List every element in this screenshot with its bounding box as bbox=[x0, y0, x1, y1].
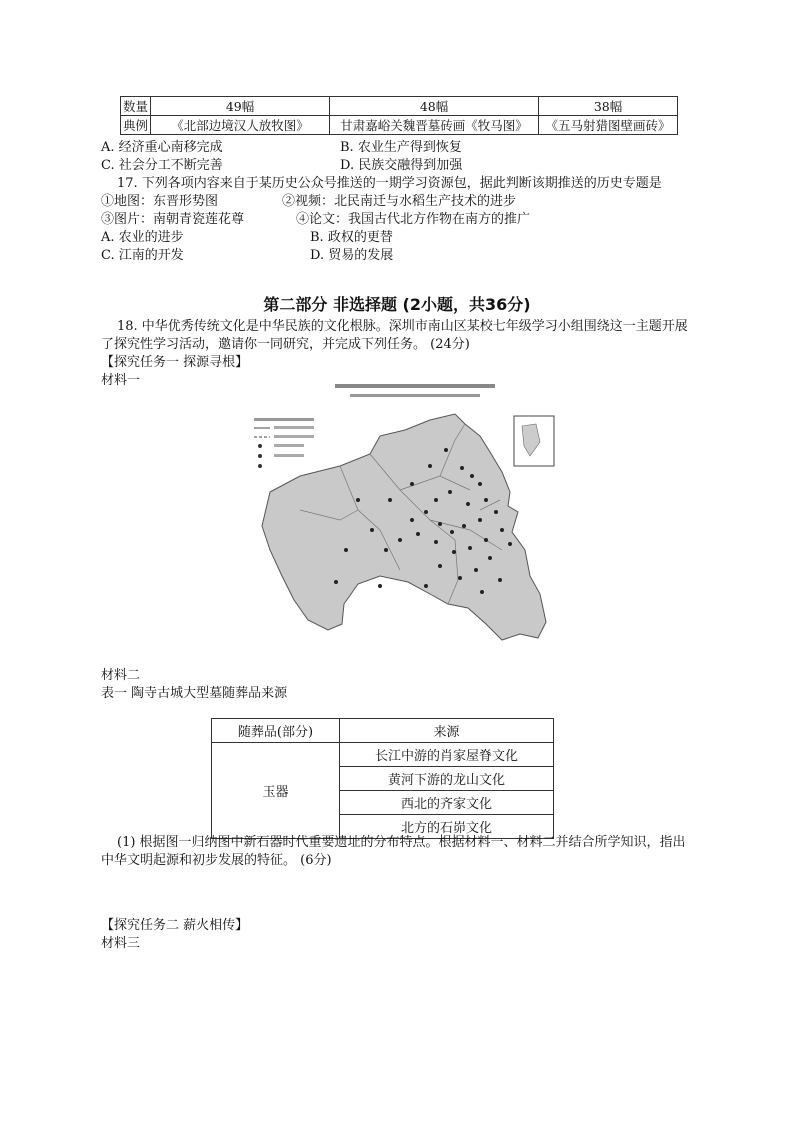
sub-question-1: (1) 根据图一归纳图中新石器时代重要遗址的分布特点。根据材料一、材料二并结合所学知识，指出 bbox=[117, 835, 686, 850]
task-heading: 【探究任务二 薪火相传】 bbox=[101, 918, 249, 933]
table-cell: 甘肃嘉峪关魏晋墓砖画《牧马图》 bbox=[330, 116, 539, 135]
option-d: D. 民族交融得到加强 bbox=[340, 158, 463, 173]
material-label: 材料一 bbox=[101, 373, 141, 388]
option-b: B. 政权的更替 bbox=[310, 230, 393, 245]
table-row bbox=[121, 116, 678, 135]
option-c: C. 社会分工不断完善 bbox=[101, 158, 223, 173]
table-cell: 玉器 bbox=[212, 743, 340, 839]
option-d: D. 贸易的发展 bbox=[310, 248, 394, 263]
table-cell: 北方的石峁文化 bbox=[340, 815, 554, 839]
section-title: 第二部分 非选择题 (2小题，共36分) bbox=[263, 295, 531, 314]
table-cell: 黄河下游的龙山文化 bbox=[340, 767, 554, 791]
task-heading: 【探究任务一 探源寻根】 bbox=[101, 355, 249, 370]
question-17-stem: 17. 下列各项内容来自于某历史公众号推送的一期学习资源包，据此判断该期推送的历史专题是 bbox=[117, 176, 662, 191]
resource-item: ②视频：北民南迁与水稻生产技术的进步 bbox=[282, 194, 517, 209]
question-18-stem-cont: 了探究性学习活动，邀请你一同研究，并完成下列任务。 (24分) bbox=[101, 337, 470, 352]
table-cell: 《五马射猎图壁画砖》 bbox=[539, 116, 678, 135]
table-cell: 38幅 bbox=[539, 97, 678, 116]
material-label: 材料三 bbox=[101, 936, 141, 951]
material-label: 材料二 bbox=[101, 668, 141, 683]
option-a: A. 经济重心南移完成 bbox=[101, 140, 223, 155]
table-caption: 表一 陶寺古城大型墓随葬品来源 bbox=[101, 686, 288, 701]
table-cell: 长江中游的肖家屋脊文化 bbox=[340, 743, 554, 767]
table-row-header: 数量 bbox=[121, 97, 151, 116]
artwork-count-table bbox=[120, 96, 678, 135]
table-row bbox=[212, 719, 554, 743]
resource-item: ③图片：南朝青瓷莲花尊 bbox=[101, 212, 245, 227]
resource-item: ④论文：我国古代北方作物在南方的推广 bbox=[296, 212, 531, 227]
table-row bbox=[121, 97, 678, 116]
table-header-cell: 来源 bbox=[340, 719, 554, 743]
table-row bbox=[212, 743, 554, 767]
resource-item: ①地图：东晋形势图 bbox=[101, 194, 219, 209]
table-row-header: 典例 bbox=[121, 116, 151, 135]
option-a: A. 农业的进步 bbox=[101, 230, 184, 245]
map-title-blur bbox=[335, 384, 495, 388]
table-cell: 西北的齐家文化 bbox=[340, 791, 554, 815]
table-cell: 48幅 bbox=[330, 97, 539, 116]
china-landmass-shape bbox=[262, 414, 546, 640]
question-18-stem: 18. 中华优秀传统文化是中华民族的文化根脉。深圳市南山区某校七年级学习小组围绕这一主题开展 bbox=[117, 319, 688, 334]
neolithic-sites-map bbox=[240, 380, 560, 662]
table-header-cell: 随葬品(部分) bbox=[212, 719, 340, 743]
burial-items-table bbox=[211, 718, 554, 839]
option-b: B. 农业生产得到恢复 bbox=[340, 140, 462, 155]
table-cell: 《北部边境汉人放牧图》 bbox=[151, 116, 330, 135]
sub-question-1-cont: 中华文明起源和初步发展的特征。 (6分) bbox=[101, 853, 332, 868]
map-legend bbox=[254, 418, 314, 468]
table-cell: 49幅 bbox=[151, 97, 330, 116]
option-c: C. 江南的开发 bbox=[101, 248, 184, 263]
map-title-blur bbox=[350, 394, 480, 397]
